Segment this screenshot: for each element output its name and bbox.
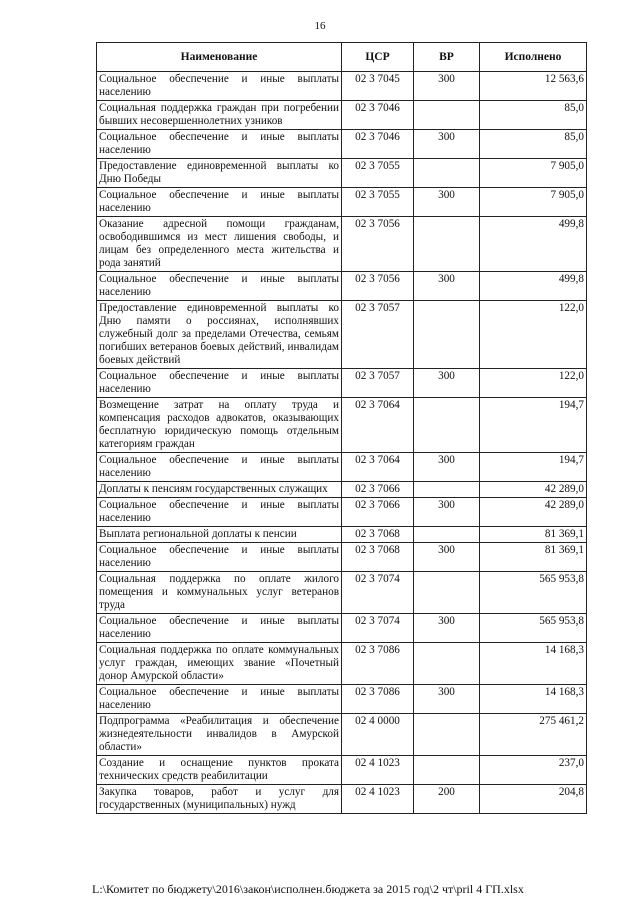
table-row <box>97 301 587 369</box>
row-vr-code <box>414 217 480 272</box>
row-vr-code: 300 <box>414 188 480 217</box>
row-csr-code: 02 3 7086 <box>342 643 414 685</box>
row-executed-amount: 194,7 <box>480 398 587 453</box>
table-row <box>97 272 587 301</box>
header-vr: ВР <box>414 43 480 72</box>
header-name: Наименование <box>97 43 342 72</box>
table-row <box>97 130 587 159</box>
row-csr-code: 02 3 7055 <box>342 188 414 217</box>
row-name: Социальная поддержка по оплате жилого помещения и коммунальных услуг ветеранов труда <box>97 572 342 614</box>
row-csr-code: 02 3 7056 <box>342 217 414 272</box>
header-csr: ЦСР <box>342 43 414 72</box>
row-csr-code: 02 3 7057 <box>342 369 414 398</box>
table-row <box>97 159 587 188</box>
row-executed-amount: 42 289,0 <box>480 498 587 527</box>
row-vr-code <box>414 159 480 188</box>
row-executed-amount: 204,8 <box>480 785 587 814</box>
row-csr-code: 02 4 1023 <box>342 785 414 814</box>
row-vr-code: 300 <box>414 543 480 572</box>
table-row <box>97 217 587 272</box>
row-executed-amount: 12 563,6 <box>480 72 587 101</box>
row-csr-code: 02 4 1023 <box>342 756 414 785</box>
row-vr-code <box>414 398 480 453</box>
table-row <box>97 398 587 453</box>
row-vr-code: 300 <box>414 272 480 301</box>
row-vr-code: 300 <box>414 498 480 527</box>
row-name: Оказание адресной помощи гражданам, освободившимся из мест лишения свободы, и лицам без определенного места жительства и рода занятий <box>97 217 342 272</box>
row-name: Социальное обеспечение и иные выплаты населению <box>97 72 342 101</box>
row-name: Социальное обеспечение и иные выплаты населению <box>97 685 342 714</box>
table-row <box>97 101 587 130</box>
row-executed-amount: 499,8 <box>480 217 587 272</box>
table-row <box>97 527 587 543</box>
row-csr-code: 02 3 7064 <box>342 398 414 453</box>
table-header <box>97 43 587 72</box>
table-row <box>97 572 587 614</box>
table-row <box>97 785 587 814</box>
row-csr-code: 02 3 7066 <box>342 498 414 527</box>
row-vr-code: 300 <box>414 685 480 714</box>
row-executed-amount: 14 168,3 <box>480 643 587 685</box>
row-name: Подпрограмма «Реабилитация и обеспечение жизнедеятельности инвалидов в Амурской области» <box>97 714 342 756</box>
table-row <box>97 453 587 482</box>
row-vr-code <box>414 527 480 543</box>
row-csr-code: 02 3 7064 <box>342 453 414 482</box>
row-name: Социальное обеспечение и иные выплаты населению <box>97 130 342 159</box>
row-name: Создание и оснащение пунктов проката технических средств реабилитации <box>97 756 342 785</box>
row-csr-code: 02 3 7055 <box>342 159 414 188</box>
row-csr-code: 02 3 7046 <box>342 130 414 159</box>
row-executed-amount: 565 953,8 <box>480 614 587 643</box>
table-row <box>97 482 587 498</box>
table-row <box>97 685 587 714</box>
row-executed-amount: 237,0 <box>480 756 587 785</box>
row-name: Социальная поддержка по оплате коммунальных услуг граждан, имеющих звание «Почетный донор Амурской области» <box>97 643 342 685</box>
row-csr-code: 02 3 7066 <box>342 482 414 498</box>
row-name: Предоставление единовременной выплаты ко Дню Победы <box>97 159 342 188</box>
row-csr-code: 02 3 7086 <box>342 685 414 714</box>
row-name: Социальное обеспечение и иные выплаты населению <box>97 369 342 398</box>
row-executed-amount: 81 369,1 <box>480 527 587 543</box>
row-csr-code: 02 3 7057 <box>342 301 414 369</box>
row-csr-code: 02 3 7045 <box>342 72 414 101</box>
row-vr-code: 200 <box>414 785 480 814</box>
table-row <box>97 714 587 756</box>
budget-table <box>96 42 587 814</box>
row-name: Социальное обеспечение и иные выплаты населению <box>97 188 342 217</box>
row-name: Выплата региональной доплаты к пенсии <box>97 527 342 543</box>
row-executed-amount: 122,0 <box>480 369 587 398</box>
row-name: Социальное обеспечение и иные выплаты населению <box>97 453 342 482</box>
row-executed-amount: 81 369,1 <box>480 543 587 572</box>
table-row <box>97 543 587 572</box>
row-csr-code: 02 3 7074 <box>342 614 414 643</box>
file-path-footer: L:\Комитет по бюджету\2016\закон\исполнен.бюджета за 2015 год\2 чт\pril 4 ГП.xlsx <box>92 882 524 896</box>
row-name: Доплаты к пенсиям государственных служащих <box>97 482 342 498</box>
row-vr-code: 300 <box>414 453 480 482</box>
table-row <box>97 498 587 527</box>
row-name: Социальное обеспечение и иные выплаты населению <box>97 614 342 643</box>
row-name: Закупка товаров, работ и услуг для государственных (муниципальных) нужд <box>97 785 342 814</box>
row-executed-amount: 565 953,8 <box>480 572 587 614</box>
row-vr-code <box>414 301 480 369</box>
row-executed-amount: 122,0 <box>480 301 587 369</box>
row-vr-code <box>414 572 480 614</box>
row-name: Предоставление единовременной выплаты ко Дню памяти о россиянах, исполнявших служебный долг за пределами Отечества, семьям погибших ветеранов боевых действий, инвалидам боевых действий <box>97 301 342 369</box>
row-vr-code <box>414 714 480 756</box>
table-row <box>97 756 587 785</box>
table-body <box>97 72 587 814</box>
row-executed-amount: 7 905,0 <box>480 188 587 217</box>
row-executed-amount: 7 905,0 <box>480 159 587 188</box>
row-executed-amount: 499,8 <box>480 272 587 301</box>
row-name: Социальное обеспечение и иные выплаты населению <box>97 543 342 572</box>
row-executed-amount: 85,0 <box>480 130 587 159</box>
row-csr-code: 02 3 7068 <box>342 543 414 572</box>
table-row <box>97 643 587 685</box>
row-name: Социальная поддержка граждан при погребении бывших несовершеннолетних узников <box>97 101 342 130</box>
row-csr-code: 02 3 7056 <box>342 272 414 301</box>
row-executed-amount: 85,0 <box>480 101 587 130</box>
row-vr-code <box>414 482 480 498</box>
row-csr-code: 02 3 7068 <box>342 527 414 543</box>
row-name: Социальное обеспечение и иные выплаты населению <box>97 498 342 527</box>
row-name: Социальное обеспечение и иные выплаты населению <box>97 272 342 301</box>
table-row <box>97 614 587 643</box>
row-vr-code <box>414 756 480 785</box>
row-executed-amount: 42 289,0 <box>480 482 587 498</box>
row-csr-code: 02 3 7074 <box>342 572 414 614</box>
page-number: 16 <box>314 20 326 32</box>
row-name: Возмещение затрат на оплату труда и компенсация расходов адвокатов, оказывающих бесплатную юридическую помощь отдельным категориям граждан <box>97 398 342 453</box>
row-vr-code: 300 <box>414 369 480 398</box>
row-executed-amount: 194,7 <box>480 453 587 482</box>
row-vr-code: 300 <box>414 614 480 643</box>
row-vr-code: 300 <box>414 72 480 101</box>
table-row <box>97 72 587 101</box>
row-vr-code: 300 <box>414 130 480 159</box>
row-csr-code: 02 3 7046 <box>342 101 414 130</box>
row-csr-code: 02 4 0000 <box>342 714 414 756</box>
row-vr-code <box>414 101 480 130</box>
header-done: Исполнено <box>480 43 587 72</box>
row-executed-amount: 14 168,3 <box>480 685 587 714</box>
table-row <box>97 188 587 217</box>
table-row <box>97 369 587 398</box>
row-executed-amount: 275 461,2 <box>480 714 587 756</box>
row-vr-code <box>414 643 480 685</box>
